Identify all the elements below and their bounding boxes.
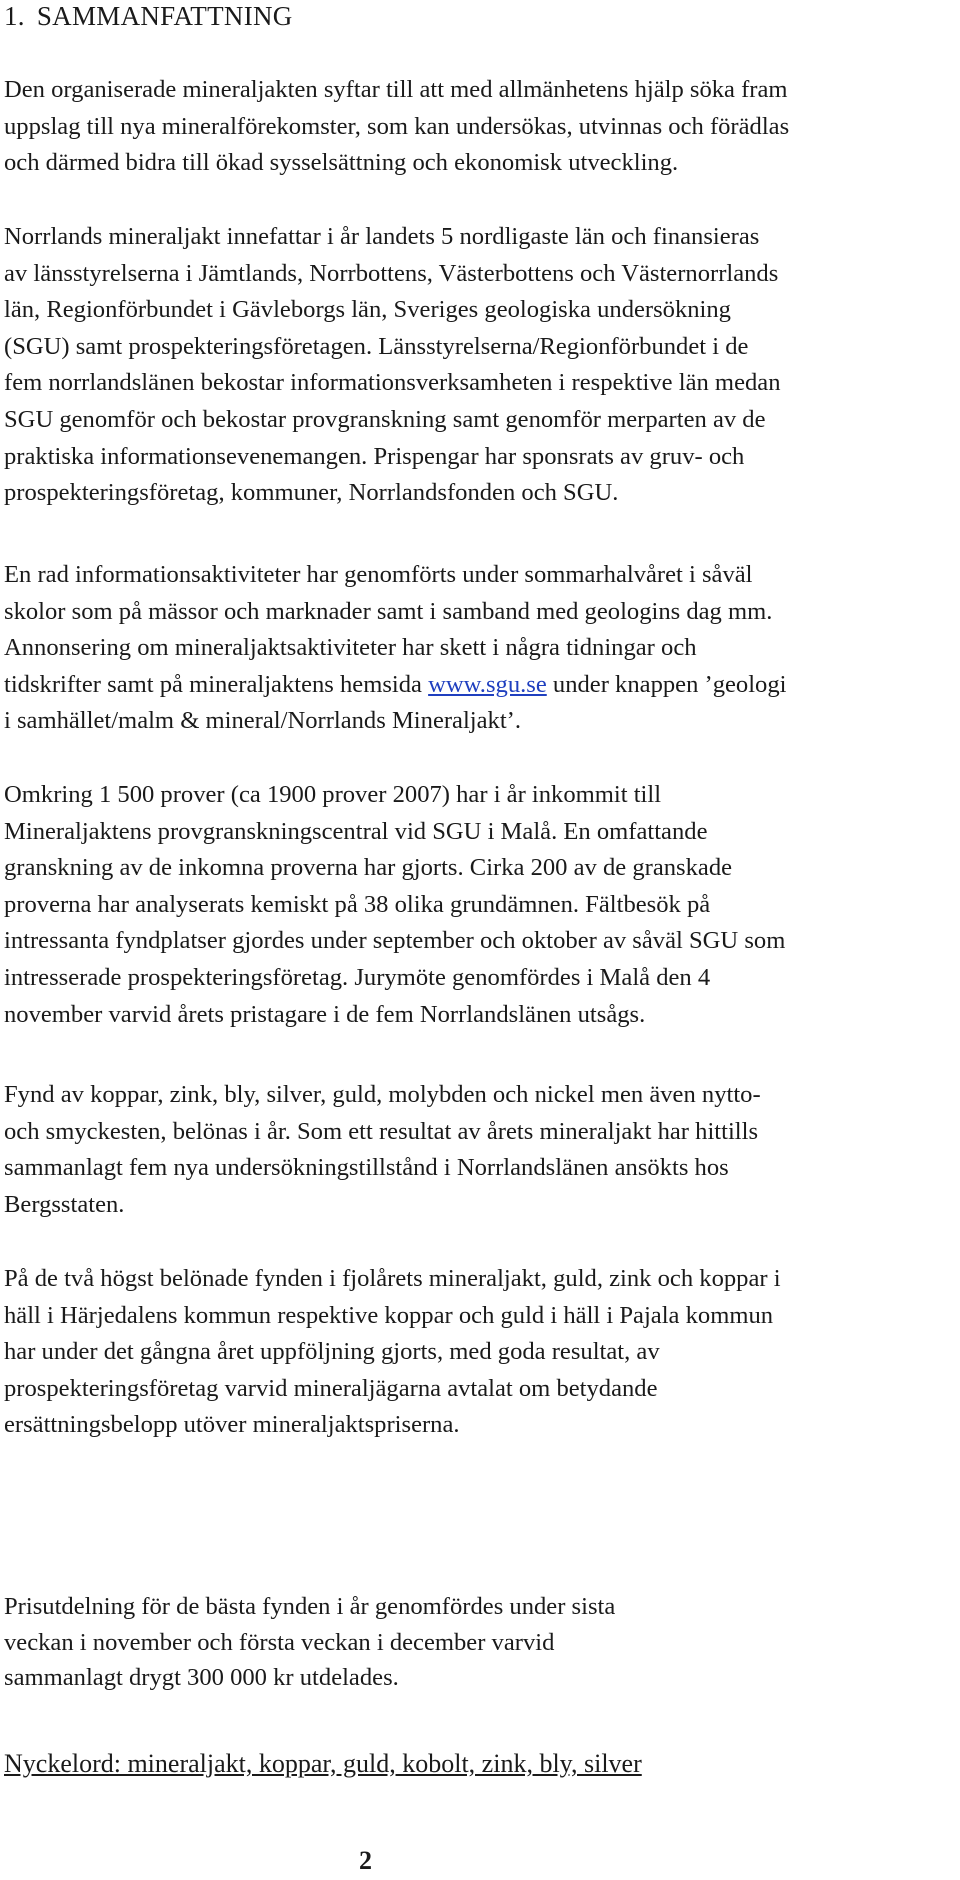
text-line: Den organiserade mineraljakten syftar till att med allmänhetens hjälp söka fram <box>4 76 788 103</box>
text-line: län, Regionförbundet i Gävleborgs län, Sveriges geologiska undersökning <box>4 296 731 324</box>
link-line-prefix: tidskrifter samt på mineraljaktens hemsida <box>4 670 429 698</box>
text-line: intresserade prospekteringsföretag. Jurymöte genomfördes i Malå den 4 <box>4 963 711 991</box>
text-line: fem norrlandslänen bekostar informationsverksamheten i respektive län medan <box>4 369 781 397</box>
paragraph-purpose <box>4 72 954 182</box>
text-line-with-link <box>4 667 954 704</box>
text-line: Fynd av koppar, zink, bly, silver, guld, molybden och nickel men även nytto- <box>4 1081 761 1108</box>
link-line-suffix: under knappen ’geologi <box>546 670 787 698</box>
text-line: veckan i november och första veckan i december varvid <box>4 1628 555 1656</box>
text-line: granskning av de inkomna proverna har gjorts. Cirka 200 av de granskade <box>4 854 733 882</box>
paragraph-follow-up <box>4 1261 954 1444</box>
text-line: häll i Härjedalens kommun respektive koppar och guld i häll i Pajala kommun <box>4 1301 774 1329</box>
text-line: prospekteringsföretag varvid mineraljägarna avtalat om betydande <box>4 1374 658 1402</box>
text-line: Norrlands mineraljakt innefattar i år landets 5 nordligaste län och finansieras <box>4 223 760 250</box>
paragraph-findings <box>4 1077 954 1223</box>
text-line: november varvid årets pristagare i de fem Norrlandslänen utsågs. <box>4 1000 646 1028</box>
section-number: 1. <box>4 1 25 31</box>
text-line: proverna har analyserats kemiskt på 38 olika grundämnen. Fältbesök på <box>4 890 711 918</box>
text-line: Bergsstaten. <box>4 1190 125 1218</box>
text-line: och därmed bidra till ökad sysselsättning och ekonomisk utveckling. <box>4 149 679 177</box>
text-line: av länsstyrelserna i Jämtlands, Norrbottens, Västerbottens och Västernorrlands <box>4 259 779 287</box>
text-line: sammanlagt fem nya undersökningstillstånd i Norrlandslänen ansökts hos <box>4 1154 729 1182</box>
section-title: SAMMANFATTNING <box>36 1 293 31</box>
text-line: i samhället/malm & mineral/Norrlands Mineraljakt’. <box>4 707 522 735</box>
section-heading <box>4 0 293 32</box>
text-line: ersättningsbelopp utöver mineraljaktspriserna. <box>4 1411 460 1439</box>
text-line: skolor som på mässor och marknader samt i samband med geologins dag mm. <box>4 597 773 625</box>
text-line: Prisutdelning för de bästa fynden i år genomfördes under sista <box>4 1593 616 1620</box>
text-line: Omkring 1 500 prover (ca 1900 prover 2007) har i år inkommit till <box>4 781 662 808</box>
text-line: Annonsering om mineraljaktsaktiviteter har skett i några tidningar och <box>4 634 697 662</box>
text-line: På de två högst belönade fynden i fjolårets mineraljakt, guld, zink och koppar i <box>4 1265 781 1292</box>
page-number: 2 <box>359 1846 372 1875</box>
paragraph-financing <box>4 219 954 512</box>
text-line: prospekteringsföretag, kommuner, Norrlandsfonden och SGU. <box>4 479 619 507</box>
text-line: En rad informationsaktiviteter har genomförts under sommarhalvåret i såväl <box>4 561 753 588</box>
paragraph-information-activities <box>4 557 954 740</box>
text-line: intressanta fyndplatser gjordes under september och oktober av såväl SGU som <box>4 927 786 955</box>
text-line: uppslag till nya mineralförekomster, som kan undersökas, utvinnas och förädlas <box>4 112 790 140</box>
keywords: Nyckelord: mineraljakt, koppar, guld, kobolt, zink, bly, silver <box>4 1749 642 1778</box>
sgu-website-link[interactable]: www.sgu.se <box>428 670 547 698</box>
text-line: (SGU) samt prospekteringsföretagen. Länsstyrelserna/Regionförbundet i de <box>4 332 749 360</box>
text-line: har under det gångna året uppföljning gjorts, med goda resultat, av <box>4 1338 660 1366</box>
paragraph-samples <box>4 777 954 1033</box>
text-line: sammanlagt drygt 300 000 kr utdelades. <box>4 1664 399 1692</box>
paragraph-award-ceremony <box>4 1589 954 1696</box>
text-line: praktiska informationsevenemangen. Prispengar har sponsrats av gruv- och <box>4 442 745 470</box>
text-line: SGU genomför och bekostar provgranskning samt genomför merparten av de <box>4 405 766 433</box>
text-line: och smyckesten, belönas i år. Som ett resultat av årets mineraljakt har hittills <box>4 1117 759 1145</box>
text-line: Mineraljaktens provgranskningscentral vid SGU i Malå. En omfattande <box>4 817 708 845</box>
